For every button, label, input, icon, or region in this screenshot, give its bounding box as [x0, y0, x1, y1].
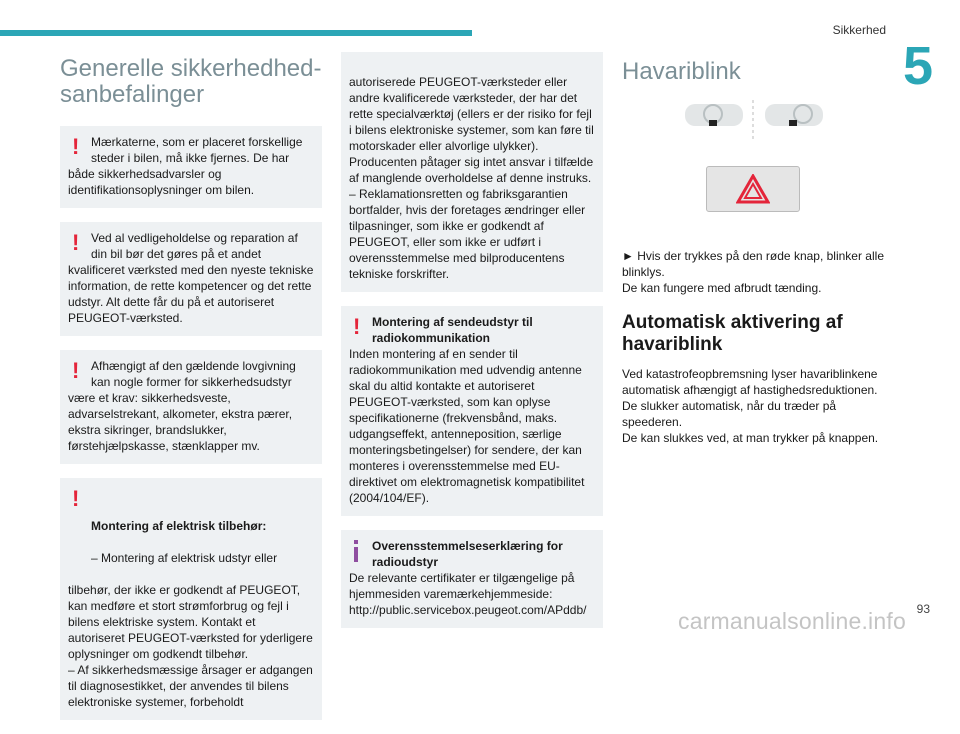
title-line-2: sanbefalinger: [60, 81, 205, 108]
warning-exclamation-icon: !: [72, 230, 80, 255]
info-box: [341, 530, 603, 628]
hazard-triangle-icon: [736, 174, 770, 204]
warning-box-continued: [341, 52, 603, 292]
chapter-number: 5: [902, 36, 934, 96]
box-text-rest: tilbehør, der ikke er godkendt af PEUGEOT, kan medføre et stort strømforbrug og fejl i bilens elektriske system. Kontakt et autoriseret PEUGEOT-værksted for yderligere oplysninger om godkendt tilbehør. – Af sikkerhedsmæssige årsager er adgangen til diagnosestikket, der anvendes til bilens elektroniske systemer, forbeholdt: [68, 583, 313, 709]
hazard-title: Havariblink: [622, 58, 741, 85]
header-accent-bar: [0, 30, 472, 36]
box-text-first: Ved al vedligeholdelse og reparation af din bil bør det gøres på et andet: [91, 231, 298, 261]
page-number: 93: [916, 602, 930, 616]
hazard-instruction: ► Hvis der trykkes på den røde knap, blinker alle blinklys.: [622, 249, 884, 279]
warning-box: [60, 478, 322, 720]
auto-hazard-subtitle: Automatisk aktivering af havariblink: [622, 312, 843, 355]
warning-box: [60, 222, 322, 336]
page-title: [60, 56, 322, 108]
box-heading: Montering af sendeudstyr til radiokommunikation: [372, 315, 533, 345]
auto-hazard-paragraph: Ved katastrofeopbremsning lyser havariblinkene automatisk afhængigt af hastighedsreduktionen. De slukker automatisk, når du træder på speederen. De kan slukkes ved, at man trykker på knappen.: [622, 367, 879, 445]
warning-box: [341, 306, 603, 516]
box-text-rest: være et krav: sikkerhedsveste, advarselstrekant, alkometer, ekstra pærer, ekstra sikringer, brandslukker, førstehjælpskasse, stænklapper mv.: [68, 391, 293, 453]
box-text-first: Mærkaterne, som er placeret forskellige steder i bilen, må ikke fjernes. De har: [91, 135, 303, 165]
warning-exclamation-icon: !: [72, 134, 80, 159]
box-text-rest: De relevante certifikater er tilgængelige på hjemmesiden varemærkehjemmeside: http://public.servicebox.peugeot.com/APddb/: [349, 571, 587, 617]
watermark: carmanualsonline.info: [678, 608, 906, 634]
column-continued: [341, 52, 603, 642]
box-text-first: – Montering af elektrisk udstyr eller: [91, 551, 278, 565]
hazard-button[interactable]: [706, 166, 800, 212]
box-text-rest: både sikkerhedsadvarsler og identifikationsoplysninger om bilen.: [68, 167, 255, 197]
hazard-illustration: [622, 100, 884, 240]
title-line-1: Generelle sikkerhedhed-: [60, 55, 322, 82]
box-text-rest: kvalificeret værksted med den nyeste tekniske information, de rette kompetencer og det rette udstyr. Alt dette får du på et autoriseret PEUGEOT-værksted.: [68, 263, 314, 325]
warning-exclamation-icon: !: [72, 486, 80, 511]
info-icon: [353, 540, 359, 562]
dashboard-illustration: [673, 100, 833, 140]
box-text-first: Afhængigt af den gældende lovgivning kan nogle former for sikkerhedsudstyr: [91, 359, 296, 389]
box-text: autoriserede PEUGEOT-værksteder eller andre kvalificerede værksteder, der har det rette specialværktøj (ellers er der risiko for fejl i bilens elektroniske systemer, som kan føre til motorskader eller alvorlige ulykker). Producenten påtager sig intet ansvar i tilfælde af manglende overholdelse af denne instruks. – Reklamationsretten og fabriksgarantien bortfalder, hvis der foretages ændringer eller tilpasninger, som ikke er godkendt af PEUGEOT, eller som ikke er udført i overensstemmelse med bilproducentens tekniske forskrifter.: [349, 75, 594, 281]
hazard-note: De kan fungere med afbrudt tænding.: [622, 281, 822, 295]
warning-box: [60, 350, 322, 464]
box-heading: Overensstemmelseserklæring for radioudstyr: [372, 539, 563, 569]
box-text-rest: Inden montering af en sender til radiokommunikation med udvendig antenne skal du altid kontakte et autoriseret PEUGEOT-værksted, som kan oplyse specifikationerne (frekvensbånd, maks. udgangseffekt, antenneposition, særlige monteringsbetingelser) for sendere, der kan monteres i overensstemmelse med EU-direktivet om elektromagnetisk kompatibilitet (2004/104/EF).: [349, 347, 585, 505]
column-hazard-lights: [622, 52, 884, 446]
column-general-safety: [60, 52, 322, 734]
warning-box: [60, 126, 322, 208]
box-heading: Montering af elektrisk tilbehør:: [91, 519, 267, 533]
warning-exclamation-icon: !: [353, 314, 361, 339]
section-name: Sikkerhed: [832, 23, 886, 37]
warning-exclamation-icon: !: [72, 358, 80, 383]
